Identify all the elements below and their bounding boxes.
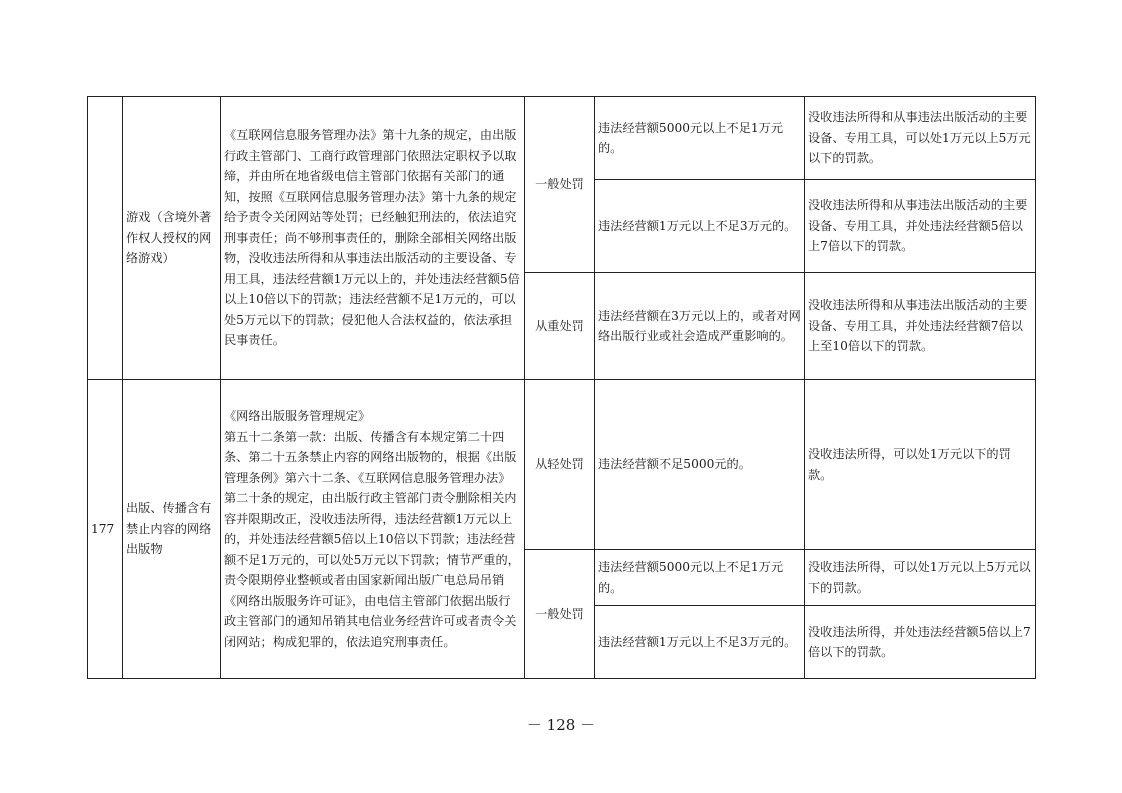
item-number bbox=[88, 97, 123, 380]
penalty-level: 从重处罚 bbox=[525, 273, 595, 380]
circumstance-cell: 违法经营额不足5000元的。 bbox=[595, 380, 805, 550]
item-name: 出版、传播含有禁止内容的网络出版物 bbox=[123, 380, 221, 679]
circumstance-cell: 违法经营额在3万元以上的，或者对网络出版行业或社会造成严重影响的。 bbox=[595, 273, 805, 380]
standard-cell: 没收违法所得，可以处1万元以上5万元以下的罚款。 bbox=[805, 550, 1036, 606]
standard-cell: 没收违法所得和从事违法出版活动的主要设备、专用工具，可以处1万元以上5万元以下的罚款。 bbox=[805, 97, 1036, 180]
table-row bbox=[88, 97, 1036, 180]
penalty-level: 一般处罚 bbox=[525, 550, 595, 679]
circumstance-cell: 违法经营额1万元以上不足3万元的。 bbox=[595, 606, 805, 679]
circumstance-cell: 违法经营额5000元以上不足1万元的。 bbox=[595, 97, 805, 180]
penalty-table bbox=[87, 96, 1036, 679]
item-number: 177 bbox=[88, 380, 123, 679]
circumstance-cell: 违法经营额5000元以上不足1万元的。 bbox=[595, 550, 805, 606]
standard-cell: 没收违法所得，并处违法经营额5倍以上7倍以下的罚款。 bbox=[805, 606, 1036, 679]
table-row bbox=[88, 380, 1036, 550]
item-name: 游戏（含境外著作权人授权的网络游戏） bbox=[123, 97, 221, 380]
standard-cell: 没收违法所得和从事违法出版活动的主要设备、专用工具，并处违法经营额5倍以上7倍以下的罚款。 bbox=[805, 180, 1036, 273]
page-number: － 128 － bbox=[526, 716, 596, 734]
standard-cell: 没收违法所得，可以处1万元以下的罚款。 bbox=[805, 380, 1036, 550]
standard-cell: 没收违法所得和从事违法出版活动的主要设备、专用工具，并处违法经营额7倍以上至10倍以下的罚款。 bbox=[805, 273, 1036, 380]
legal-basis: 《网络出版服务管理规定》 第五十二条第一款：出版、传播含有本规定第二十四条、第二十五条禁止内容的网络出版物的，根据《出版管理条例》第六十二条、《互联网信息服务管理办法》第二十条的规定，由出版行政主管部门责令删除相关内容并限期改正，没收违法所得，违法经营额1万元以上的，并处违法经营额5倍以上10倍以下罚款；违法经营额不足1万元的，可以处5万元以下罚款；情节严重的，责令限期停业整顿或者由国家新闻出版广电总局吊销《网络出版服务许可证》，由电信主管部门依据出版行政主管部门的通知吊销其电信业务经营许可或者责令关闭网站；构成犯罪的，依法追究刑事责任。 bbox=[221, 380, 525, 679]
circumstance-cell: 违法经营额1万元以上不足3万元的。 bbox=[595, 180, 805, 273]
legal-basis: 《互联网信息服务管理办法》第十九条的规定，由出版行政主管部门、工商行政管理部门依照法定职权予以取缔，并由所在地省级电信主管部门依据有关部门的通知，按照《互联网信息服务管理办法》第十九条的规定给予责令关闭网站等处罚；已经触犯刑法的，依法追究刑事责任；尚不够刑事责任的，删除全部相关网络出版物，没收违法所得和从事违法出版活动的主要设备、专用工具，违法经营额1万元以上的，并处违法经营额5倍以上10倍以下的罚款；违法经营额不足1万元的，可以处5万元以下的罚款；侵犯他人合法权益的，依法承担民事责任。 bbox=[221, 97, 525, 380]
penalty-level: 从轻处罚 bbox=[525, 380, 595, 550]
penalty-level: 一般处罚 bbox=[525, 97, 595, 273]
